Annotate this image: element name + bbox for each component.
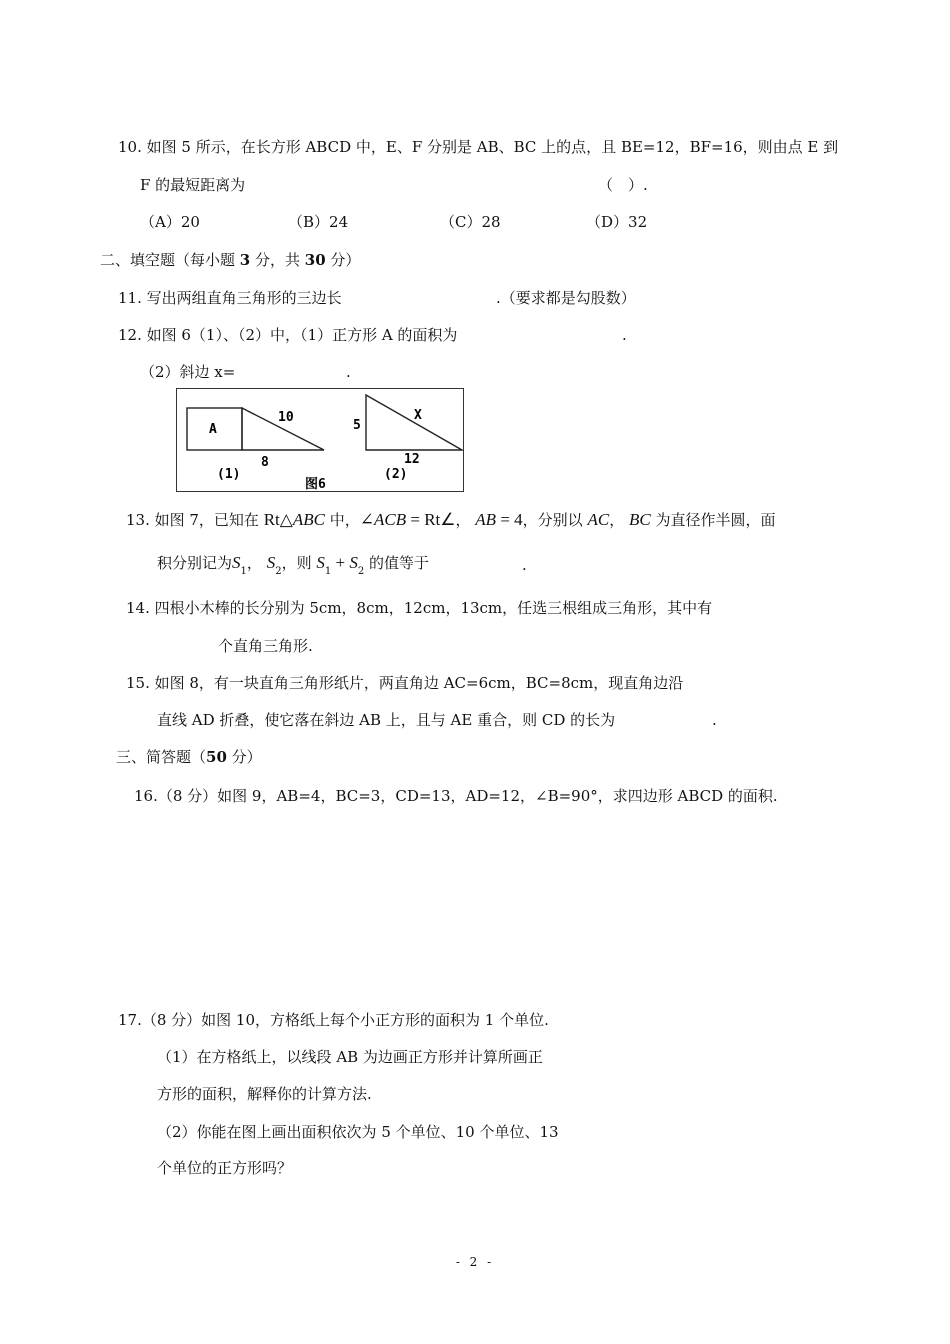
q13-text-h: ，则 [281,554,317,572]
q13-ab-value: = 4 [496,510,523,529]
label-fig-2: (2) [384,467,408,482]
q13-s1-sub: 1 [240,566,247,577]
q10-option-d: （D）32 [586,213,648,231]
section-2-mid: 分，共 [250,251,305,269]
q12-tail1: . [622,326,627,344]
label-a: A [209,422,217,437]
q13-s1: S [232,553,241,572]
q13-s2b: S [349,553,358,572]
q13-bc: BC [628,510,651,529]
q17-line4: （2）你能在图上画出面积依次为 5 个单位、10 个单位、13 [157,1123,559,1141]
q12-line2: （2）斜边 x= [140,363,236,381]
q13-ac: AC [587,510,610,529]
q13-text-d: ，分别以 [522,511,588,529]
q13-text-b: 中， [324,511,360,529]
q12-tail2: . [346,363,351,381]
section-2-suffix: 分） [325,251,361,269]
q13-s2: S [266,553,276,572]
q13-tail: . [522,556,527,574]
q13-ab: AB [475,510,497,529]
section-2-total: 30 [304,251,326,269]
q14-line1: 14. 四根小木棒的长分别为 5cm，8cm，12cm，13cm，任选三根组成三角形，其中有 [126,599,713,617]
q10-answer-blank: （ ）. [598,176,648,194]
figure-6-drawing [177,389,463,491]
q13-text-e: ， [609,511,625,529]
q13-text-c: ， [455,511,471,529]
label-fig-1: (1) [217,467,241,482]
q14-line2: 个直角三角形. [218,637,313,655]
q13-line2 [157,553,429,582]
q16-text: 16.（8 分）如图 9，AB=4，BC=3，CD=13，AD=12，∠B=90°，求四边形 ABCD 的面积. [134,787,778,805]
q12-line1: 12. 如图 6（1）、（2）中，（1）正方形 A 的面积为 [118,326,458,344]
figure-6 [176,388,464,492]
section-3-prefix: 三、简答题（ [116,748,207,766]
q13-plus: + [331,553,350,572]
q10-option-a: （A）20 [140,213,200,231]
q13-text-a: 13. 如图 7，已知在 [126,511,264,529]
page-number: - 2 - [455,1255,495,1269]
q13-abc: ABC [292,510,325,529]
q13-s2b-sub: 2 [357,566,365,577]
q10-option-b: （B）24 [288,213,349,231]
section-3-heading [116,747,262,767]
section-3-total: 50 [206,748,227,766]
q13-angle: ∠ACB [359,510,407,529]
q11-text: 11. 写出两组直角三角形的三边长 [118,289,342,307]
q10-option-c: （C）28 [440,213,501,231]
q13-s1b: S [316,553,325,572]
section-2-heading [100,250,360,270]
figure-6-caption: 图6 [305,477,326,491]
section-3-suffix: 分） [226,748,262,766]
q17-line2: （1）在方格纸上，以线段 AB 为边画正方形并计算所画正 [157,1048,543,1066]
label-10: 10 [278,410,294,425]
label-x: X [414,408,422,423]
label-8: 8 [261,455,269,470]
q11-tail: .（要求都是勾股数） [496,289,636,307]
label-12: 12 [404,452,420,467]
q13-text-f: 为直径作半圆，面 [650,511,776,529]
q13-comma: ， [246,554,262,572]
q13-eq: = Rt∠ [406,510,456,529]
section-2-points: 3 [239,251,251,269]
q13-rt: Rt△ [263,510,293,529]
q17-line1: 17.（8 分）如图 10，方格纸上每个小正方形的面积为 1 个单位. [118,1011,549,1029]
q15-tail: . [712,711,717,729]
q13-text-g: 积分别记为 [157,554,233,572]
section-2-prefix: 二、填空题（每小题 [100,251,240,269]
q13-text-i: 的值等于 [364,554,429,572]
q17-line5: 个单位的正方形吗？ [157,1159,293,1177]
label-5: 5 [353,418,361,433]
q17-line3: 方形的面积，解释你的计算方法. [157,1085,372,1103]
q15-line1: 15. 如图 8，有一块直角三角形纸片，两直角边 AC=6cm，BC=8cm，现直角边沿 [126,674,684,692]
q10-line1: 10. 如图 5 所示，在长方形 ABCD 中，E、F 分别是 AB、BC 上的点，且 BE=12，BF=16，则由点 E 到 [118,138,839,156]
q13-s1b-sub: 1 [324,566,332,577]
q13-s2-sub: 2 [275,566,282,577]
q10-line2: F 的最短距离为 [140,176,246,194]
q13-line1 [126,510,776,530]
q15-line2: 直线 AD 折叠，使它落在斜边 AB 上，且与 AE 重合，则 CD 的长为 [157,711,616,729]
